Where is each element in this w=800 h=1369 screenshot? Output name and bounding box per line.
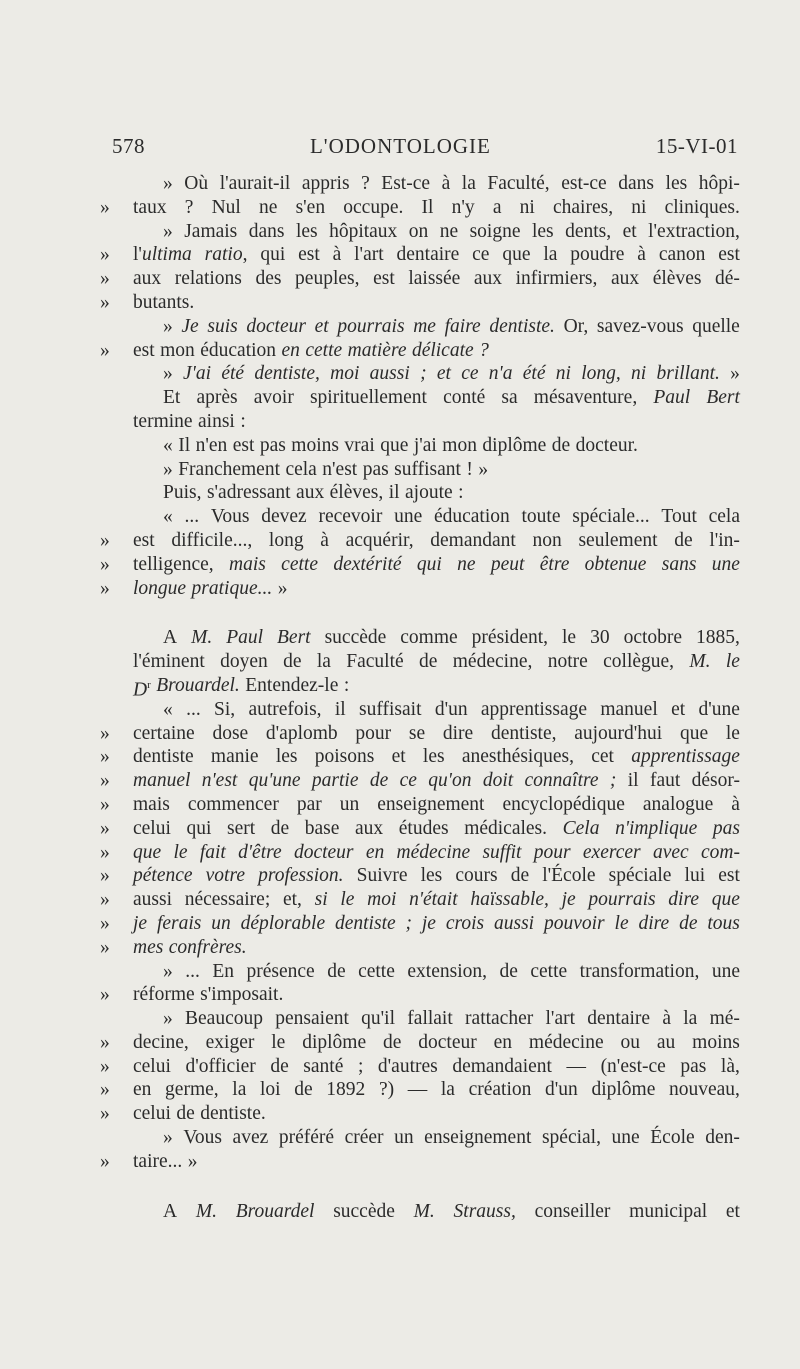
- text-line: [100, 267, 740, 291]
- text-line: [100, 243, 740, 267]
- text-line: [100, 1150, 740, 1174]
- line-text: certaine dose d'aplomb pour se dire dentiste, aujourd'hui que le: [133, 722, 740, 744]
- quote-mark: »: [100, 817, 110, 839]
- quote-mark: »: [100, 244, 110, 266]
- line-text: l'éminent doyen de la Faculté de médecine, notre collègue, M. le: [133, 651, 740, 673]
- quote-mark: »: [100, 865, 110, 887]
- quote-mark: »: [100, 1079, 110, 1101]
- line-text: celui d'officier de santé ; d'autres demandaient — (n'est-ce pas là,: [133, 1055, 740, 1077]
- line-text: » Je suis docteur et pourrais me faire dentiste. Or, savez-vous quelle: [163, 315, 740, 337]
- line-text: » Vous avez préféré créer un enseignement spécial, une École den-: [163, 1127, 740, 1149]
- text-line: [100, 505, 740, 529]
- page-header: [112, 134, 738, 159]
- line-text: « ... Vous devez recevoir une éducation toute spéciale... Tout cela: [163, 506, 740, 528]
- line-text: aussi nécessaire; et, si le moi n'était haïssable, je pourrais dire que: [133, 889, 740, 911]
- line-text: « Il n'en est pas moins vrai que j'ai mon diplôme de docteur.: [163, 434, 638, 456]
- line-text: celui de dentiste.: [133, 1103, 266, 1125]
- quote-mark: »: [100, 577, 110, 599]
- paragraph-gap: [100, 600, 740, 626]
- line-text: dentiste manie les poisons et les anesthésiques, cet apprentissage: [133, 746, 740, 768]
- line-text: telligence, mais cette dextérité qui ne peut être obtenue sans une: [133, 553, 740, 575]
- text-line: [100, 220, 740, 244]
- journal-title: L'ODONTOLOGIE: [309, 134, 491, 158]
- line-text: » ... En présence de cette extension, de cette transformation, une: [163, 960, 740, 982]
- quote-mark: »: [100, 912, 110, 934]
- text-line: [100, 196, 740, 220]
- quote-mark: »: [100, 841, 110, 863]
- line-text: est difficile..., long à acquérir, demandant non seulement de l'in-: [133, 529, 740, 551]
- line-text: Puis, s'adressant aux élèves, il ajoute :: [163, 482, 464, 504]
- text-line: [100, 1102, 740, 1126]
- quote-mark: »: [100, 268, 110, 290]
- text-line: [100, 1126, 740, 1150]
- text-line: [100, 793, 740, 817]
- text-line: [100, 577, 740, 601]
- text-line: [100, 410, 740, 434]
- quote-mark: »: [100, 722, 110, 744]
- text-line: [100, 339, 740, 363]
- text-line: [100, 481, 740, 505]
- text-line: [100, 626, 740, 650]
- line-text: mais commencer par un enseignement encyclopédique analogue à: [133, 793, 740, 815]
- text-line: [100, 553, 740, 577]
- line-text: taire... »: [133, 1150, 198, 1172]
- body-text: [100, 172, 740, 1223]
- line-text: que le fait d'être docteur en médecine suffit pour exercer avec com-: [133, 841, 740, 863]
- quote-mark: »: [100, 936, 110, 958]
- line-text: Et après avoir spirituellement conté sa mésaventure, Paul Bert: [163, 387, 740, 409]
- quote-mark: »: [100, 529, 110, 551]
- text-line: [100, 745, 740, 769]
- quote-mark: »: [100, 746, 110, 768]
- quote-mark: »: [100, 196, 110, 218]
- quote-mark: »: [100, 770, 110, 792]
- line-text: longue pratique... »: [133, 577, 288, 599]
- quote-mark: »: [100, 889, 110, 911]
- quote-mark: »: [100, 793, 110, 815]
- line-text: A M. Brouardel succède M. Strauss, conseiller municipal et: [163, 1200, 740, 1222]
- quote-mark: »: [100, 339, 110, 361]
- quote-mark: »: [100, 1103, 110, 1125]
- quote-mark: »: [100, 1031, 110, 1053]
- text-line: [100, 912, 740, 936]
- text-line: [100, 434, 740, 458]
- text-line: [100, 1007, 740, 1031]
- text-line: [100, 722, 740, 746]
- text-line: [100, 1031, 740, 1055]
- text-line: [100, 650, 740, 674]
- quote-mark: »: [100, 984, 110, 1006]
- line-text: $D^r$ Brouardel. Entendez-le :: [133, 674, 350, 701]
- text-line: [100, 841, 740, 865]
- page-number: 578: [112, 134, 145, 158]
- text-line: [100, 1078, 740, 1102]
- quote-mark: »: [100, 553, 110, 575]
- issue-date: 15-VI-01: [655, 134, 738, 158]
- line-text: A M. Paul Bert succède comme président, le 30 octobre 1885,: [163, 627, 740, 649]
- line-text: réforme s'imposait.: [133, 984, 284, 1006]
- text-line: [100, 983, 740, 1007]
- line-text: en germe, la loi de 1892 ?) — la création d'un diplôme nouveau,: [133, 1079, 740, 1101]
- text-line: [100, 888, 740, 912]
- line-text: » Où l'aurait-il appris ? Est-ce à la Faculté, est-ce dans les hôpi-: [163, 173, 740, 194]
- line-text: est mon éducation en cette matière délicate ?: [133, 339, 489, 361]
- text-line: [100, 698, 740, 722]
- text-line: [100, 674, 740, 701]
- line-text: je ferais un déplorable dentiste ; je crois aussi pouvoir le dire de tous: [133, 912, 740, 934]
- text-line: [100, 864, 740, 888]
- text-line: [100, 458, 740, 482]
- paragraph-gap: [100, 1174, 740, 1200]
- text-line: [100, 529, 740, 553]
- line-text: « ... Si, autrefois, il suffisait d'un apprentissage manuel et d'une: [163, 698, 740, 720]
- line-text: taux ? Nul ne s'en occupe. Il n'y a ni chaires, ni cliniques.: [133, 196, 740, 218]
- text-line: [100, 817, 740, 841]
- text-line: [100, 936, 740, 960]
- text-line: [100, 362, 740, 386]
- line-text: decine, exiger le diplôme de docteur en médecine ou au moins: [133, 1031, 740, 1053]
- line-text: butants.: [133, 291, 195, 313]
- text-line: [100, 291, 740, 315]
- line-text: » Franchement cela n'est pas suffisant ! »: [163, 458, 489, 480]
- text-line: [100, 769, 740, 793]
- line-text: aux relations des peuples, est laissée aux infirmiers, aux élèves dé-: [133, 268, 740, 290]
- text-line: [100, 386, 740, 410]
- line-text: manuel n'est qu'une partie de ce qu'on doit connaître ; il faut désor-: [133, 770, 740, 792]
- text-line: [100, 172, 740, 196]
- line-text: celui qui sert de base aux études médicales. Cela n'implique pas: [133, 817, 740, 839]
- text-line: [100, 1055, 740, 1079]
- line-text: » Beaucoup pensaient qu'il fallait rattacher l'art dentaire à la mé-: [163, 1008, 740, 1030]
- line-text: l'ultima ratio, qui est à l'art dentaire ce que la poudre à canon est: [133, 244, 740, 266]
- line-text: termine ainsi :: [133, 410, 246, 432]
- quote-mark: »: [100, 291, 110, 313]
- quote-mark: »: [100, 1150, 110, 1172]
- line-text: mes confrères.: [133, 936, 247, 958]
- line-text: pétence votre profession. Suivre les cours de l'École spéciale lui est: [133, 865, 740, 887]
- text-line: [100, 960, 740, 984]
- line-text: » J'ai été dentiste, moi aussi ; et ce n'a été ni long, ni brillant. »: [163, 363, 740, 385]
- text-line: [100, 315, 740, 339]
- line-text: » Jamais dans les hôpitaux on ne soigne les dents, et l'extraction,: [163, 220, 740, 242]
- text-line: [100, 1200, 740, 1224]
- quote-mark: »: [100, 1055, 110, 1077]
